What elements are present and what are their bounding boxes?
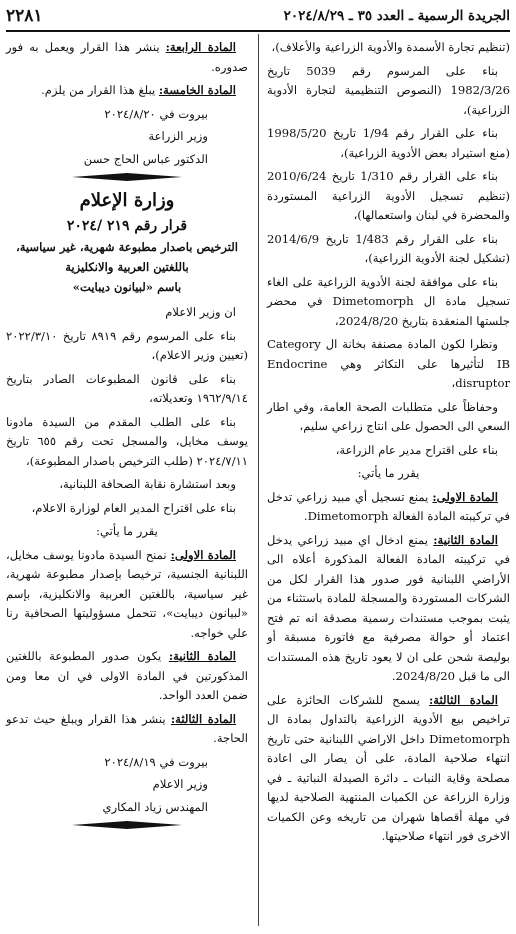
article-label: المادة الخامسة: <box>158 83 236 97</box>
article-label: المادة الاولى: <box>170 547 237 562</box>
signature-name: الدكتور عباس الحاج حسن <box>83 151 208 166</box>
article-label: المادة الاولى: <box>432 489 498 504</box>
ornament-divider <box>72 821 182 829</box>
decides-line: يقرر ما يأتي: <box>357 466 420 480</box>
ornament-divider <box>72 173 182 181</box>
signature-name: المهندس زياد المكاري <box>102 799 208 814</box>
article: المادة الخامسة: يبلغ هذا القرار من يلزم. <box>41 83 236 97</box>
left-column <box>6 38 248 835</box>
article: المادة الاولى: يمنع تسجيل أي مبيد زراعي تدخل في تركيبته المادة الفعالة Dimetomorph. <box>267 489 510 523</box>
paragraph: (تنظيم تجارة الأسمدة والأدوية الزراعية والأعلاف)، <box>271 40 510 54</box>
article-label: المادة الثانية: <box>433 532 498 547</box>
paragraph: بناء على المرسوم رقم ٨٩١٩ تاريخ ٢٠٢٢/٣/١٠ (تعيين وزير الاعلام)، <box>6 328 248 362</box>
paragraph: وبعد استشارة نقابة الصحافة اللبنانية، <box>59 477 236 491</box>
page-header <box>6 6 510 28</box>
signature-role: وزير الزراعة <box>148 129 208 143</box>
signature-block <box>6 105 248 170</box>
article-label: المادة الرابعة: <box>165 40 236 54</box>
header-rule <box>6 30 510 32</box>
decision-subject: باسم «لبيانون ديبايت» <box>72 280 182 294</box>
article-label: المادة الثالثة: <box>429 692 498 707</box>
paragraph: بناء على المرسوم رقم 5039 تاريخ 1982/3/26 (النصوص التنظيمية لتجارة الأدوية الزراعية)، <box>267 63 510 117</box>
paragraph: بناء على اقتراح مدير عام الزراعة، <box>335 442 498 457</box>
paragraph: بناء على موافقة لجنة الأدوية الزراعية على الغاء تسجيل مادة ال Dimetomorph في محضر جلستها المنعقدة بتاريخ 2024/8/20، <box>267 274 510 328</box>
decision-subject: الترخيص باصدار مطبوعة شهرية، غير سياسية، <box>15 240 239 254</box>
article: المادة الثانية: يمنع ادخال اي مبيد زراعي يدخل في تركيبته المادة الفعالة المذكورة أعلاه الى الأراضي اللبنانية فور صدور هذا القرار لكل من الشركات المستوردة والمسجلة للمادة باستثناء من يثبت بموجب مستندات رسمية مصدقة انه تم فتح اعتماد أو حوالة مصرفية مع فاتورة مسبقة أو بوليصة شحن على ان لا يعود تاريخ هذه المستندات الى ما قبل 2024/8/20. <box>267 532 510 683</box>
decision-subject: باللغتين العربية والانكليزية <box>65 260 189 274</box>
paragraph: بناء على قانون المطبوعات الصادر بتاريخ ١٩٦٢/٩/١٤ وتعديلاته، <box>6 371 248 405</box>
paragraph: بناء على القرار رقم 1/483 تاريخ 2014/6/9 (تشكيل لجنة الأدوية الزراعية)، <box>267 231 510 265</box>
paragraph: ان وزير الاعلام <box>165 305 236 319</box>
ministry-heading: وزارة الإعلام <box>79 190 175 211</box>
article: المادة الثالثة: يسمح للشركات الحائزة على تراخيص بيع الأدوية الزراعية بالتداول بمادة ال Dimetomorph داخل الاراضي اللبنانية حتى تاريخ انتهاء صلاحية المادة، على أن يصار الى اعادة مصلحة وقاية النبات ـ دائرة الصيدلة النباتية ـ في وزارة الزراعة عن الكميات المنتهية الصلاحية لديها في مهلة أقصاها شهران من تاريخه وعن الكميات الاخرى فور انتهاء صلاحيتها. <box>267 692 510 843</box>
decides-line: يقرر ما يأتي: <box>96 524 158 538</box>
paragraph: وحفاظاً على متطلبات الصحة العامة، وفي اطار السعي الى الحصول على انتاج زراعي سليم، <box>267 399 510 433</box>
gazette-title: الجريدة الرسمية ـ العدد ٣٥ ـ ٢٠٢٤/٨/٢٩ <box>283 8 510 24</box>
paragraph: بناء على الطلب المقدم من السيدة مادونا يوسف مخايل، والمسجل تحت رقم ٦٥٥ تاريخ ٢٠٢٤/٧/١١ (طلب الترخيص باصدار المطبوعة)، <box>6 414 248 468</box>
paragraph: بناء على القرار رقم 1/310 تاريخ 2010/6/24 (تنظيم تسجيل الأدوية الزراعية المستوردة والمحضرة في لبنان واستعمالها)، <box>267 169 510 222</box>
article-label: المادة الثالثة: <box>170 711 237 726</box>
right-column <box>267 38 510 851</box>
paragraph: ونظرا لكون المادة مصنفة بخانة ال Category IB لتأثيرها على التكاثر وهي Endocrine disruptor، <box>267 337 510 390</box>
signature-role: وزير الاعلام <box>152 777 208 791</box>
signature-block <box>6 753 248 818</box>
article: المادة الاولى: نمنح السيدة مادونا يوسف مخايل، اللبنانية الجنسية، ترخيصا بإصدار مطبوعة شهرية، غير سياسية، باللغتين العربية والانكليزية، بإسم «لبيانون ديبايت»، تتحمل مسؤوليتها الصحافية رنا علي خواجه. <box>6 547 248 640</box>
signature-place-date: بيروت في ٢٠٢٤/٨/٢٠ <box>104 106 208 121</box>
paragraph: بناء على القرار رقم 1/94 تاريخ 1998/5/20 (منع استيراد بعض الأدوية الزراعية)، <box>267 126 510 160</box>
paragraph: بناء على اقتراح المدير العام لوزارة الاعلام، <box>31 500 236 515</box>
article: المادة الثالثة: ينشر هذا القرار ويبلغ حيث تدعو الحاجة. <box>6 711 248 745</box>
article-label: المادة الثانية: <box>168 649 236 663</box>
page-number: ٢٢٨١ <box>6 6 43 26</box>
decision-number: قرار رقم ٢١٩ /٢٠٢٤ <box>66 218 188 234</box>
article: المادة الثانية: يكون صدور المطبوعة باللغتين المذكورتين في المادة الاولى في ان معا ومن ضمن العدد الواحد. <box>6 649 248 702</box>
signature-place-date: بيروت في ٢٠٢٤/٨/١٩ <box>104 754 208 769</box>
article: المادة الرابعة: ينشر هذا القرار ويعمل به فور صدوره. <box>6 40 248 74</box>
column-divider <box>258 34 259 926</box>
